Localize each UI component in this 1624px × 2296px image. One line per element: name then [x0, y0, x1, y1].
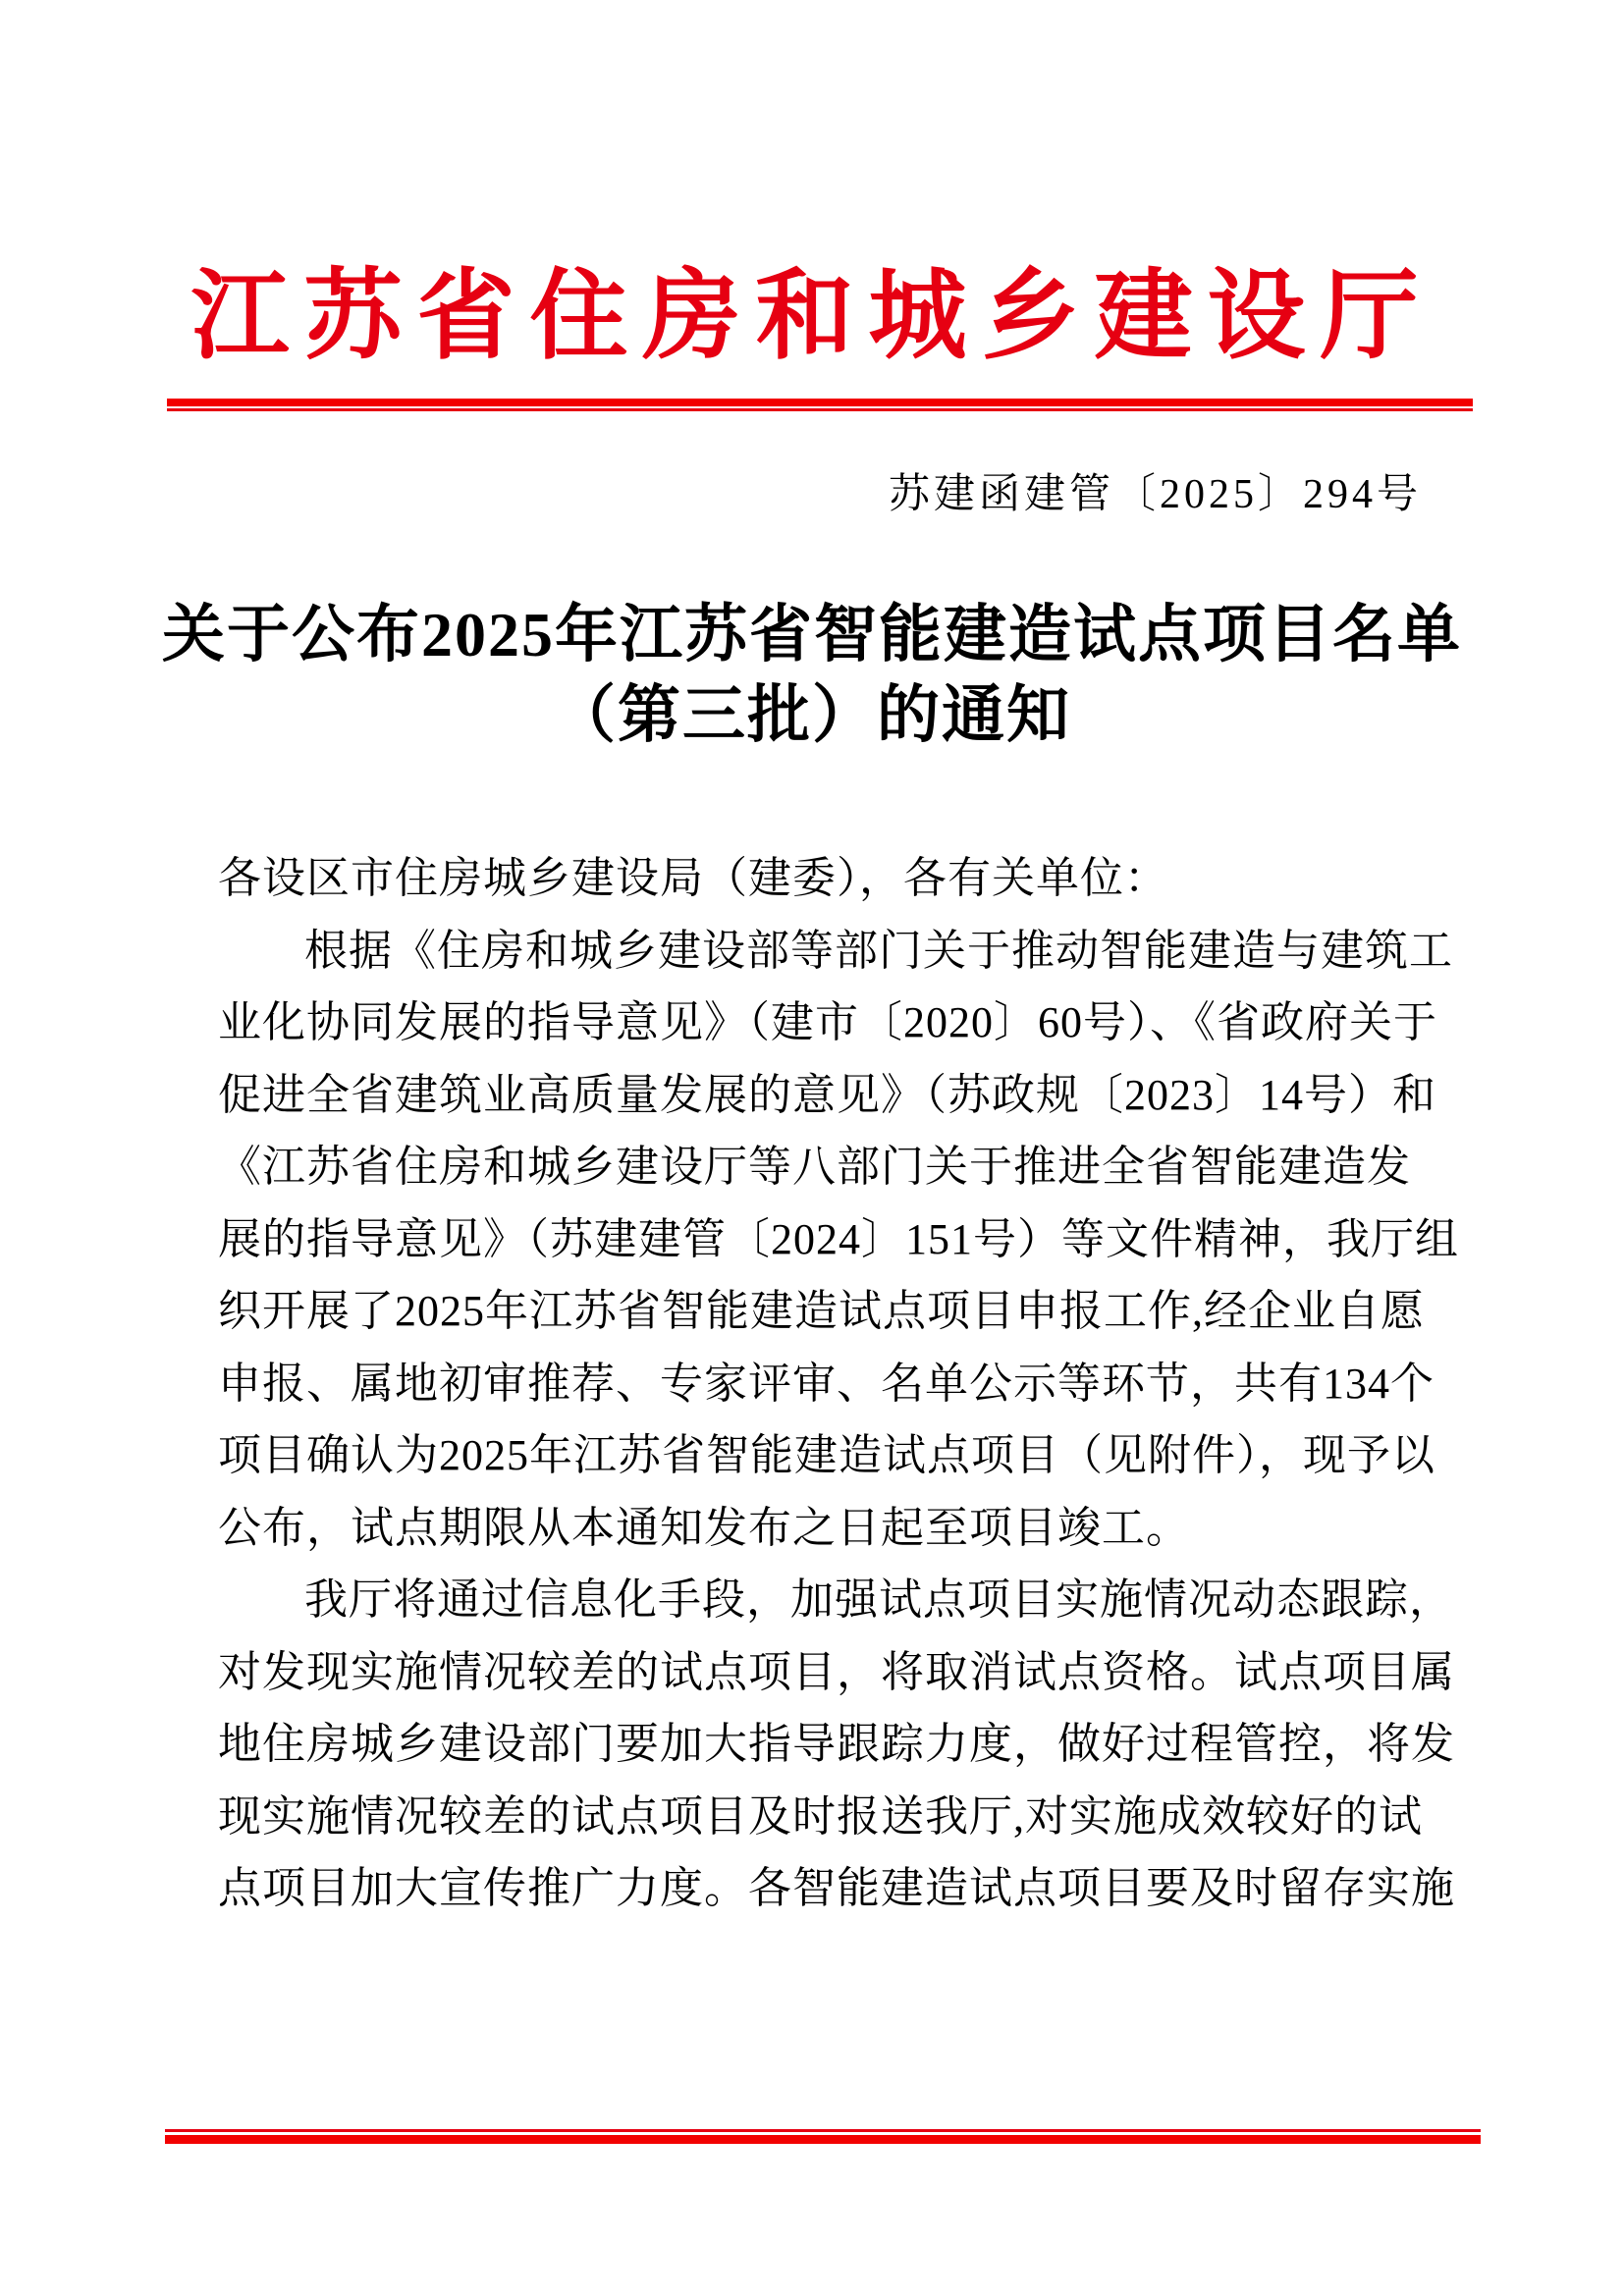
body-line-salutation: 各设区市住房城乡建设局（建委），各有关单位： — [218, 854, 1168, 902]
body-line: 业化协同发展的指导意见》（建市〔2020〕60号）、《省政府关于 — [218, 998, 1437, 1046]
header-divider-thin-line — [167, 408, 1473, 411]
body-line: 点项目加大宣传推广力度。各智能建造试点项目要及时留存实施 — [218, 1864, 1455, 1912]
body-line: 《江苏省住房和城乡建设厅等八部门关于推进全省智能建造发 — [218, 1143, 1411, 1191]
body-line: 项目确认为2025年江苏省智能建造试点项目（见附件），现予以 — [218, 1431, 1435, 1479]
body-line: 地住房城乡建设部门要加大指导跟踪力度，做好过程管控，将发 — [218, 1720, 1455, 1768]
header-divider-thick-line — [167, 399, 1473, 406]
agency-header-title: 江苏省住房和城乡建设厅 — [190, 262, 1434, 371]
body-line: 展的指导意见》（苏建建管〔2024〕151号）等文件精神，我厅组 — [218, 1214, 1459, 1263]
body-line: 根据《住房和城乡建设部等部门关于推动智能建造与建筑工 — [304, 926, 1453, 975]
body-line: 织开展了2025年江苏省智能建造试点项目申报工作,经企业自愿 — [218, 1287, 1425, 1335]
body-line: 现实施情况较差的试点项目及时报送我厅,对实施成效较好的试 — [218, 1791, 1423, 1841]
body-line: 促进全省建筑业高质量发展的意见》（苏政规〔2023〕14号）和 — [218, 1070, 1436, 1119]
notice-title-line-2: （第三批）的通知 — [553, 680, 1071, 750]
footer-divider-thick-line — [165, 2135, 1481, 2144]
footer-divider-rule — [165, 2129, 1481, 2144]
header-divider-rule — [167, 399, 1473, 411]
body-line: 对发现实施情况较差的试点项目，将取消试点资格。试点项目属 — [218, 1647, 1455, 1696]
body-line: 我厅将通过信息化手段，加强试点项目实施情况动态跟踪， — [304, 1575, 1453, 1624]
body-line: 公布，试点期限从本通知发布之日起至项目竣工。 — [218, 1503, 1190, 1552]
body-line: 申报、属地初审推荐、专家评审、名单公示等环节，共有134个 — [218, 1359, 1435, 1408]
notice-body — [218, 842, 1459, 1925]
document-number: 苏建函建管〔2025〕294号 — [888, 472, 1422, 517]
notice-title-line-1: 关于公布2025年江苏省智能建造试点项目名单 — [162, 600, 1462, 669]
notice-title — [0, 595, 1624, 756]
